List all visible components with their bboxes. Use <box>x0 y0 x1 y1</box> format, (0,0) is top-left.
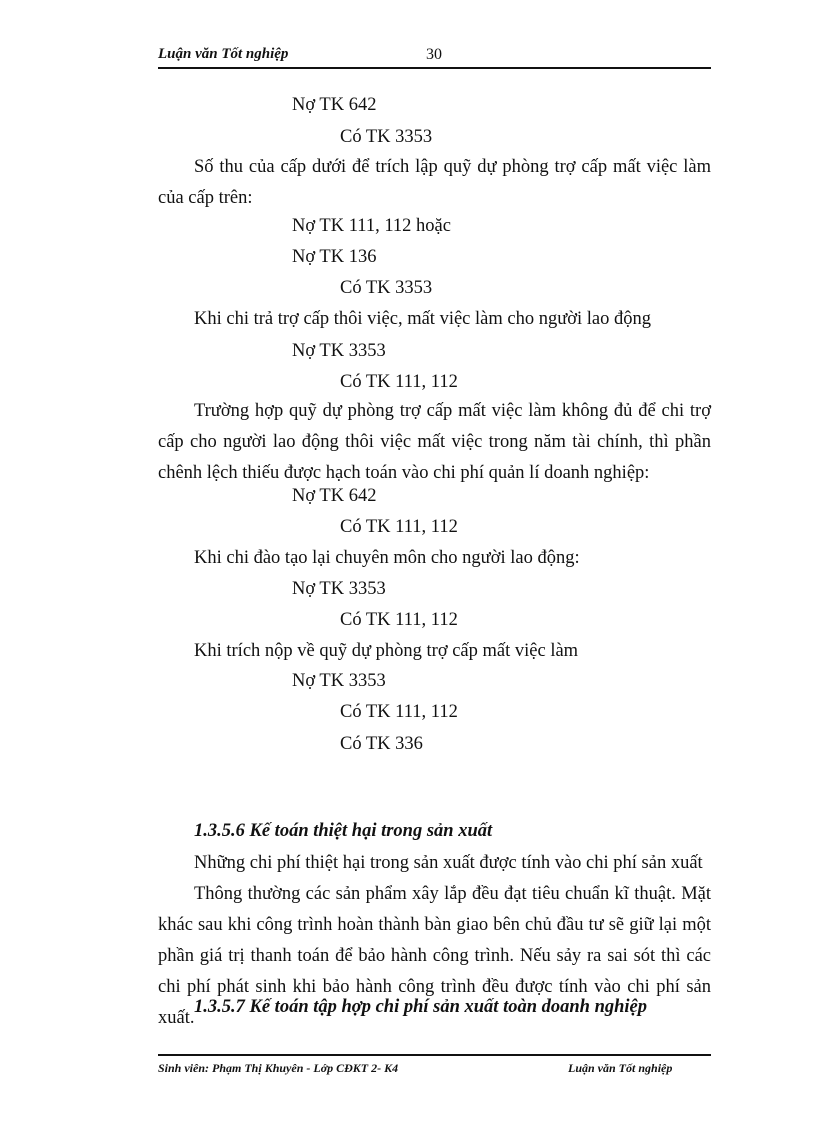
footer-title: Luận văn Tốt nghiệp <box>568 1061 673 1075</box>
section-heading-1-3-5-7: 1.3.5.7 Kế toán tập hợp chi phí sản xuất toàn doanh nghiệp <box>194 997 648 1017</box>
entry-credit-336: Có TK 336 <box>340 734 423 754</box>
section-heading-1-3-5-6: 1.3.5.6 Kế toán thiệt hại trong sản xuất <box>194 821 493 841</box>
line-retraining: Khi chi đào tạo lại chuyên môn cho người lao động: <box>194 548 580 568</box>
footer-student: Sinh viên: Phạm Thị Khuyên - Lớp CĐKT 2- K4 <box>158 1061 399 1075</box>
entry-debit-3353: Nợ TK 3353 <box>292 341 386 361</box>
entry-credit-3353: Có TK 3353 <box>340 127 433 147</box>
entry-credit-111-112: Có TK 111, 112 <box>340 702 458 722</box>
entry-credit-111-112: Có TK 111, 112 <box>340 372 458 392</box>
entry-credit-111-112: Có TK 111, 112 <box>340 517 458 537</box>
paragraph-subordinate-collection: Số thu của cấp dưới để trích lập quỹ dự phòng trợ cấp mất việc làm của cấp trên: <box>158 157 711 208</box>
page-number: 30 <box>426 46 442 63</box>
entry-debit-642: Nợ TK 642 <box>292 95 377 115</box>
entry-debit-111-112: Nợ TK 111, 112 hoặc <box>292 216 451 236</box>
entry-debit-642: Nợ TK 642 <box>292 486 377 506</box>
entry-debit-136: Nợ TK 136 <box>292 247 377 267</box>
line-severance-payment: Khi chi trả trợ cấp thôi việc, mất việc làm cho người lao động <box>194 309 652 329</box>
header-divider <box>158 67 711 69</box>
paragraph-fund-insufficient: Trường hợp quỹ dự phòng trợ cấp mất việc làm không đủ để chi trợ cấp cho người lao động thôi việc mất việc trong năm tài chính, thì phần chênh lệch thiếu được hạch toán vào chi phí quản lí doanh nghiệp: <box>158 401 711 483</box>
footer-divider <box>158 1054 711 1056</box>
line-fund-remittance: Khi trích nộp về quỹ dự phòng trợ cấp mất việc làm <box>194 641 579 661</box>
entry-credit-111-112: Có TK 111, 112 <box>340 610 458 630</box>
entry-credit-3353: Có TK 3353 <box>340 278 433 298</box>
paragraph-warranty: Thông thường các sản phẩm xây lắp đều đạt tiêu chuẩn kĩ thuật. Mặt khác sau khi công trình hoàn thành bàn giao bên chủ đầu tư sẽ giữ lại một phần giá trị thanh toán để bảo hành công trình. Nếu sảy ra sai sót thì các chi phí phát sinh khi bảo hành công trình đều được tính vào chi phí sản xuất. <box>158 884 711 1028</box>
page-header <box>158 46 711 68</box>
header-title: Luận văn Tốt nghiệp <box>158 46 289 62</box>
entry-debit-3353: Nợ TK 3353 <box>292 671 386 691</box>
entry-debit-3353: Nợ TK 3353 <box>292 579 386 599</box>
line-damage-costs: Những chi phí thiệt hại trong sản xuất được tính vào chi phí sản xuất <box>194 853 703 873</box>
